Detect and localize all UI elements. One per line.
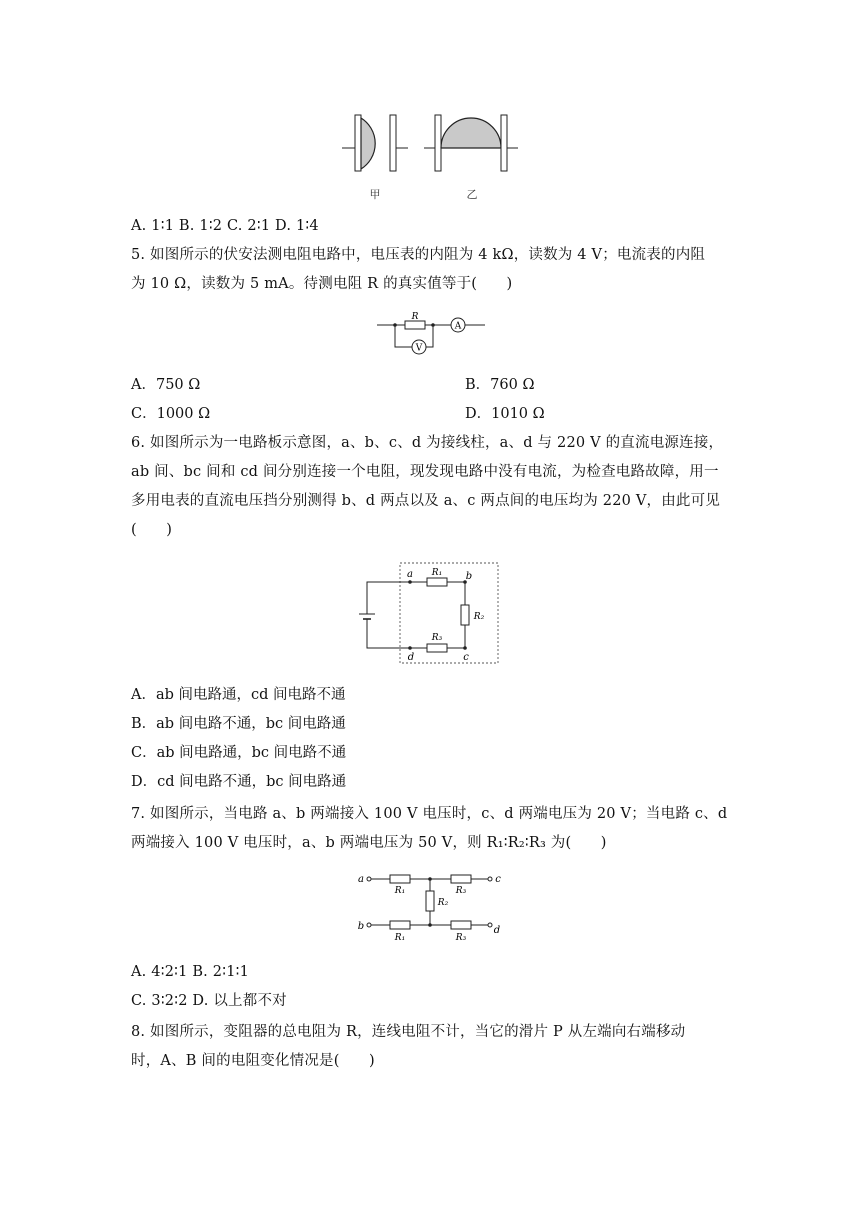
q7-options-row2: C. 3∶2∶2 D. 以上都不对 [131,993,287,1009]
q6-fig-a: a [407,569,413,580]
q5-stem-line1: 5. 如图所示的伏安法测电阻电路中，电压表的内阻为 4 kΩ，读数为 4 V；电流表的内阻 [131,247,706,263]
q7-fig-b: b [357,921,365,932]
q7-fig-a: a [358,874,364,885]
q6-fig-b: b [465,571,473,582]
q7-stem-line2: 两端接入 100 V 电压时，a、b 两端电压为 50 V，则 R₁∶R₂∶R₃ 为( ) [131,835,607,851]
q6-option-b: B．ab 间电路不通，bc 间电路通 [131,716,346,732]
q5-option-d: D．1010 Ω [465,406,545,422]
q5-stem-line2: 为 10 Ω，读数为 5 mA。待测电阻 R 的真实值等于( ) [131,276,513,292]
q7-fig-r1-bottom: R₁ [394,933,406,943]
q5-fig-voltmeter: V [415,343,423,354]
q5-option-c: C．1000 Ω [131,406,211,422]
q5-option-b: B．760 Ω [465,377,535,393]
q6-circuit-figure [355,560,505,668]
q6-option-d: D．cd 间电路不通，bc 间电路通 [131,774,347,790]
q7-fig-r2: R₂ [437,898,449,908]
q4-options: A. 1∶1 B. 1∶2 C. 2∶1 D. 1∶4 [131,218,319,234]
q6-fig-r3: R₃ [431,633,443,643]
q7-fig-r1-top: R₁ [394,886,406,896]
q6-fig-c: c [463,652,469,663]
q7-stem-line1: 7. 如图所示，当电路 a、b 两端接入 100 V 电压时，c、d 两端电压为 20 V；当电路 c、d [131,806,728,822]
fig4-label-yi: 乙 [466,188,478,201]
q6-option-a: A．ab 间电路通，cd 间电路不通 [131,687,346,703]
fig4-label-jia: 甲 [369,188,381,201]
q5-circuit-figure [375,310,490,358]
q6-stem-line1: 6. 如图所示为一电路板示意图，a、b、c、d 为接线柱，a、d 与 220 V 的直流电源连接， [131,435,724,451]
q6-option-c: C．ab 间电路通，bc 间电路不通 [131,745,347,761]
q7-fig-d: d [493,925,501,936]
q4-figure [338,110,528,205]
q5-option-a: A．750 Ω [131,377,201,393]
q7-fig-r3-bottom: R₃ [455,933,467,943]
q7-circuit-figure [355,868,510,946]
q6-stem-line2: ab 间、bc 间和 cd 间分别连接一个电阻，现发现电路中没有电流，为检查电路故障，用一 [131,464,719,480]
q6-fig-r1: R₁ [431,568,443,578]
q8-stem-line2: 时，A、B 间的电阻变化情况是( ) [131,1053,375,1069]
q7-fig-c: c [495,874,501,885]
q7-fig-r3-top: R₃ [455,886,467,896]
q8-stem-line1: 8. 如图所示，变阻器的总电阻为 R，连线电阻不计，当它的滑片 P 从左端向右端移动 [131,1024,686,1040]
q6-fig-d: d [407,652,415,663]
q6-stem-line3: 多用电表的直流电压挡分别测得 b、d 两点以及 a、c 两点间的电压均为 220 V，由此可见 [131,493,721,509]
q7-options-row1: A. 4∶2∶1 B. 2∶1∶1 [131,964,250,980]
q5-fig-ammeter: A [454,321,462,332]
q6-stem-line4: ( ) [131,522,173,538]
q6-fig-r2: R₂ [473,612,485,622]
q5-fig-r: R [411,312,419,322]
